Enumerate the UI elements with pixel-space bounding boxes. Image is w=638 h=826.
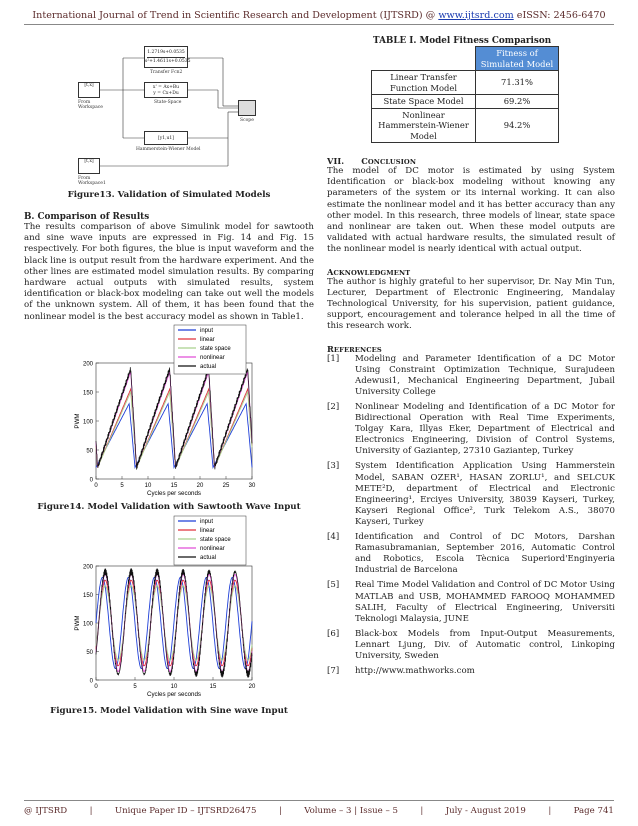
table-row [372,95,559,109]
header-rule [24,24,614,25]
reference-text: Nonlinear Modeling and Identification of a DC Motor for Bidirectional Operation with Real Time Experiments, Tolgay Kara, Illyas Eker, Department of Electrical and Electronics Engineering, Division of Control Systems, University of Gaziantep, 27310 Gaziantep, Turkey [355,402,615,457]
ref-heading-first: R [327,343,334,354]
section-b-heading: B. Comparison of Results [24,212,150,222]
table-cell-model: State Space Model [372,95,476,109]
conclusion-body: The model of DC motor is estimated by using System Identification or black-box modeling without knowing any parameters of the system or its internal working. It can also estimate the nonlinear model and it has better accuracy than any other model. In this research, three models of linear, state space and nonlinear are taken out. When these model outputs are validated with actual hardware results, the simulated result of the nonlinear model is nearly identical with actual output. [327,166,615,255]
table-cell-fitness: 94.2% [476,108,559,143]
legend-entry: linear [200,336,215,343]
reference-list [327,354,615,678]
fig14-caption: Figure14. Model Validation with Sawtooth Wave Input [37,501,301,512]
hammerstein-block[interactable] [144,131,188,145]
footer-sep: | [420,806,424,816]
acknowledgment-heading [327,267,615,277]
y-tick-label: 100 [82,621,93,628]
x-tick-label: 5 [120,482,124,489]
from-workspace1-block[interactable] [78,158,100,174]
acknowledgment-body: The author is highly grateful to her supervisor, Dr. Nay Min Tun, Lecturer, Department of Electronic Engineering, Mandalay Technological University, for his supervision, patient guidance, support, encouragement and tolerance helped in all the time of this research work. [327,276,615,332]
x-axis-label: Cycles per seconds [147,489,201,497]
legend-entry: input [200,518,214,525]
table-title: TABLE I. Model Fitness Comparison [373,36,552,46]
scope-block[interactable] [238,100,256,116]
legend-entry: linear [200,527,215,534]
table-header-row [372,47,559,71]
x-tick-label: 15 [170,482,178,489]
fitness-table [371,46,559,143]
conclusion-heading-first: C [361,156,368,166]
legend-entry: state space [200,345,231,352]
conclusion-heading-rest: ONCLUSION [367,158,417,166]
x-tick-label: 25 [222,482,230,489]
hw-label: Hammerstein-Wiener Model [136,147,201,152]
y-tick-label: 200 [82,564,93,571]
legend-entry: state space [200,536,231,543]
x-tick-label: 5 [133,683,137,690]
scope-label: Scope [240,118,254,123]
ack-heading-rest: CKNOWLEDGMENT [333,268,411,277]
table-row [372,71,559,95]
footer-sep: | [89,806,93,816]
ref-heading-rest: EFERENCES [333,345,382,354]
x-axis-label: Cycles per seconds [147,690,201,698]
fig13-caption: Figure13. Validation of Simulated Models [67,190,271,200]
x-tick-label: 20 [248,683,256,690]
tf-numerator: 1.2719s+0.0535 [147,50,185,55]
footer-sep: | [278,806,282,816]
y-tick-label: 0 [89,678,93,685]
legend-entry: nonlinear [200,354,225,361]
y-axis-label: PWM [74,615,81,631]
header-link[interactable]: www.ijtsrd.com [438,10,514,21]
header-issn: eISSN: 2456-6470 [513,10,606,21]
from-workspace-value: [t,x] [84,83,94,88]
legend-entry: actual [200,554,217,561]
reference-item [327,532,615,576]
table-row [372,108,559,143]
fig15-caption: Figure15. Model Validation with Sine wave Input [50,705,288,716]
reference-num: [7] [327,666,340,677]
x-tick-label: 30 [248,482,256,489]
y-tick-label: 100 [82,419,93,426]
legend-entry: actual [200,363,217,370]
reference-text: System Identification Application Using Hammerstein Model, SABAN OZER¹, HASAN ZORLU¹, and SELCUK METE²D, department of Electrical and Electronic Engineering¹, Erciyes University, 38039 Kayseri, Turkey, Kayseri Regional Office², Turk Telekom A.S., 38070 Kayseri, Turkey [355,461,615,527]
conclusion-num: VII. [327,156,345,166]
table-cell-model: Nonlinear Hammerstein-Wiener Model [372,108,476,143]
reference-item [327,580,615,624]
footer-page: Page 741 [573,806,614,816]
ss-label: State-Space [154,100,182,105]
x-tick-label: 15 [209,683,217,690]
x-tick-label: 0 [94,482,98,489]
reference-item [327,461,615,528]
sawtooth-chart [60,323,260,501]
table-cell-model: Linear Transfer Function Model [372,71,476,95]
reference-link[interactable]: http://www.mathworks.com [355,666,475,677]
reference-text: Real Time Model Validation and Control of DC Motor Using MATLAB and USB, MOHAMMED FAROOQ MOHAMMED SALIH, Faculty of Electrical Engineering, Universiti Teknologi Malaysia, JUNE [355,580,615,624]
reference-item [327,629,615,662]
x-tick-label: 10 [144,482,152,489]
left-column [24,38,314,716]
y-tick-label: 200 [82,361,93,368]
table-cell-fitness: 69.2% [476,95,559,109]
footer-journal: @ IJTSRD [24,806,68,816]
legend-entry: input [200,327,214,334]
section-b-body: The results comparison of above Simulink model for sawtooth and sine wave inputs are expressed in Fig. 14 and Fig. 15 respectively. For both figures, the blue is input waveform and the black line is output result from the hardware experiment. And the other lines are estimated model simulation results. By comparing hardware actual outputs with simulated results, system identification or black-box modeling can take out well the models of the unknown system. All of them, it has been found that the nonlinear model is the best accuracy model as shown in Table1. [24,222,314,322]
table-corner [372,47,476,71]
reference-item [327,402,615,457]
ack-heading-first: A [327,266,334,277]
right-column [327,38,615,681]
from-workspace1-label: From Workspace1 [78,176,106,186]
reference-num: [6] [327,628,340,639]
simulink-diagram [78,38,278,188]
tf-denominator: s²+1.4611s+0.0535 [145,58,191,64]
from-workspace-block[interactable] [78,82,100,98]
table-header-fitness: Fitness of Simulated Model [476,47,559,71]
reference-item[interactable] [327,666,615,677]
from-workspace1-value: [t,x] [84,159,94,164]
reference-text: Modeling and Parameter Identification of a DC Motor Using Constraint Optimization Technique, Surajudeen Adewusi1, Mechanical Engineering Department, Jubail University College [355,353,615,397]
reference-item [327,354,615,398]
sine-chart [60,514,260,704]
running-footer [24,806,614,816]
reference-text: Identification and Control of DC Motors, Darshan Ramasubramanian, September 2016, Automatic Control and Robotics, Escola Tècnica Superiord'Enginyeria Industrial de Barcelona [355,532,615,576]
y-axis-label: PWM [74,413,81,429]
x-tick-label: 0 [94,683,98,690]
y-tick-label: 0 [89,477,93,484]
x-tick-label: 20 [196,482,204,489]
conclusion-heading [327,156,615,166]
reference-num: [5] [327,580,340,591]
footer-sep: | [548,806,552,816]
footer-date: July - August 2019 [445,806,526,816]
plot-area [96,363,252,479]
reference-num: [2] [327,402,340,413]
y-tick-label: 150 [82,592,93,599]
reference-num: [1] [327,353,340,364]
header-journal-text: International Journal of Trend in Scientific Research and Development (IJTSRD) @ [32,10,439,21]
y-tick-label: 150 [82,390,93,397]
from-workspace-label: From Workspace [78,100,103,110]
legend-entry: nonlinear [200,545,225,552]
reference-num: [4] [327,532,340,543]
ss-line1: x' = Ax+Bu [152,85,180,90]
hw-text: [y1,u1] [157,136,175,141]
footer-volume: Volume – 3 | Issue – 5 [304,806,398,816]
transfer-fcn-block[interactable] [144,46,191,68]
tf-label: Transfer Fcn2 [150,70,183,75]
x-tick-label: 10 [170,683,178,690]
ss-line2: y = Cx+Du [153,91,179,96]
tf-fraction-line [147,57,185,58]
footer-rule [24,800,614,801]
y-tick-label: 50 [86,448,93,455]
reference-num: [3] [327,461,340,472]
running-header [0,10,638,21]
footer-paper-id: Unique Paper ID – IJTSRD26475 [114,806,257,816]
references-heading [327,344,615,354]
state-space-block[interactable] [144,82,188,98]
y-tick-label: 50 [86,649,93,656]
reference-text: Black-box Models from Input-Output Measurements, Lennart Ljung, Div. of Automatic control, Linkoping University, Sweden [355,628,615,661]
table-cell-fitness: 71.31% [476,71,559,95]
